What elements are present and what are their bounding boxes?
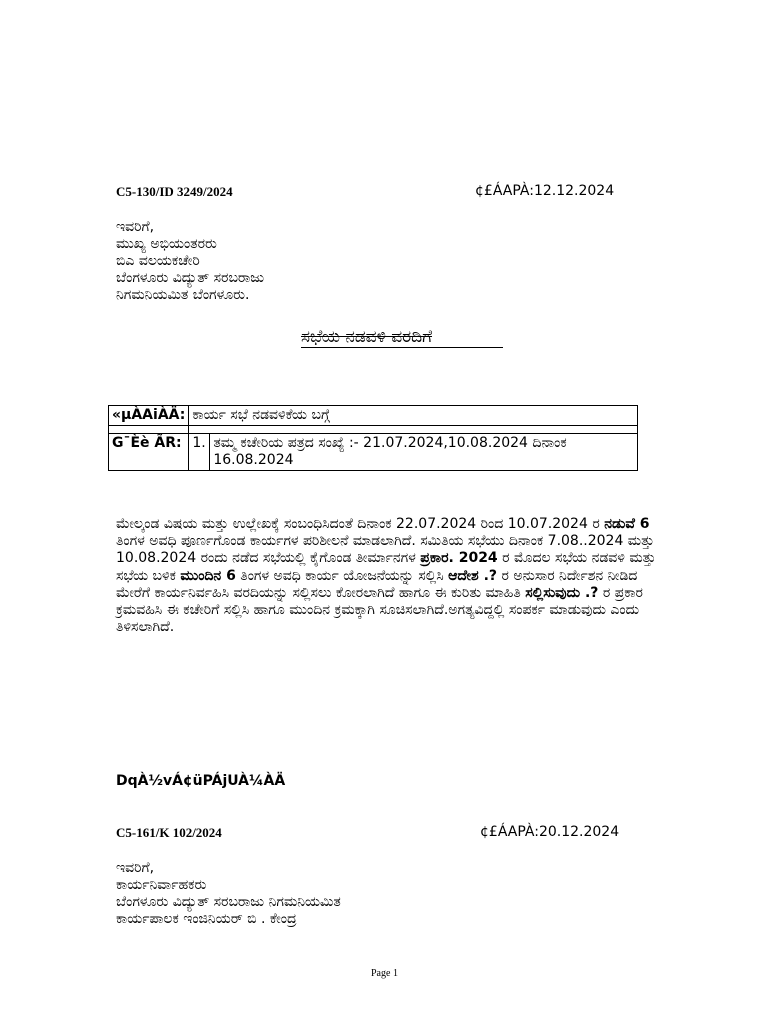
table-row bbox=[109, 434, 638, 471]
reference-value: ತಮ್ಮ ಕಚೇರಿಯ ಪತ್ರದ ಸಂಖ್ಯೆ :- 21.07.2024,10.08.2024 ದಿನಾಂಕ 16.08.2024 bbox=[210, 434, 638, 471]
body-text: ಮೇಲ್ಕಂಡ ವಿಷಯ ಮತ್ತು ಉಲ್ಲೇಖಕ್ಕೆ ಸಂಬಂಧಿಸಿದಂತೆ ದಿನಾಂಕ 22.07.2024 ರಿಂದ 10.07.2024 ರ bbox=[116, 516, 605, 532]
letter2-address-line-3: ಬೆಂಗಳೂರು ವಿದ್ಯುತ್ ಸರಬರಾಜು ನಿಗಮನಿಯಮಿತ bbox=[116, 894, 341, 910]
letter2-address-line-1: ಇವರಿಗೆ, bbox=[116, 860, 155, 876]
letter2-address-line-2: ಕಾರ್ಯನಿರ್ವಾಹಕರು bbox=[116, 877, 207, 893]
body-text: ರ ಅನುಸಾರ ನಿರ್ದೇಶನ ನೀಡಿದ ಮೇರೆಗೆ ಕಾರ್ಯನಿರ್ವಹಿಸಿ ವರದಿಯನ್ನು ಸಲ್ಲಿಸಲು ಕೋರಲಾಗಿದೆ ಹಾಗೂ ಈ ಕುರಿತು ಮಾಹಿತಿ bbox=[116, 567, 638, 601]
body-text-bold: ಸಲ್ಲಿಸುವುದು .? bbox=[525, 584, 599, 601]
body-text: ತಿಂಗಳ ಅವಧಿ ಪೂರ್ಣಗೊಂಡ ಕಾರ್ಯಗಳ ಪರಿಶೀಲನೆ ಮಾಡಲಾಗಿದೆ. bbox=[116, 533, 421, 550]
letter2-reference: C5-161/K 102/2024 bbox=[116, 825, 222, 840]
table-row bbox=[109, 406, 638, 426]
letter1-address-line-2: ಮುಖ್ಯ ಅಭಿಯಂತರರು bbox=[116, 236, 217, 252]
body-text-bold: ಪ್ರಕಾರ. 2024 bbox=[420, 550, 498, 567]
reference-number: 1. bbox=[189, 434, 210, 471]
letter1-reference: C5-130/ID 3249/2024 bbox=[116, 184, 233, 199]
page-number: Page 1 bbox=[371, 968, 398, 979]
document-title: ಸಭೆಯ ನಡವಳಿ ವರದಿಗೆ bbox=[301, 327, 433, 347]
body-text: ರ ಮೊದಲ ಸಭೆಯ ನಡವಳಿ ಮತ್ತು ಸಭೆಯ ಬಳಿಕ bbox=[116, 550, 656, 584]
body-text-bold: ಮುಂದಿನ 6 bbox=[180, 567, 236, 584]
letter1-date: ¢£ÁAPÀ:12.12.2024 bbox=[475, 183, 615, 199]
reference-label: G¯Èè ÃR: bbox=[109, 434, 189, 471]
spacer-cell bbox=[109, 426, 189, 434]
body-text-bold: ಆದೇಶ .? bbox=[448, 567, 498, 584]
letter1-body-paragraph bbox=[116, 516, 656, 636]
table-row bbox=[109, 426, 638, 434]
letter1-address-line-1: ಇವರಿಗೆ, bbox=[116, 219, 155, 235]
section-heading: DqÀ½vÁ¢üPÁjUÀ¼ÀÄ bbox=[116, 773, 286, 789]
letter1-address-line-3: ಬಿಎ ವಲಯಕಚೇರಿ bbox=[116, 253, 200, 269]
body-text-bold: ನಡುವೆ 6 bbox=[604, 516, 650, 532]
title-underline bbox=[301, 347, 503, 348]
body-text: ಸಮಿತಿಯ ಸಭೆಯು ದಿನಾಂಕ 7.08..2024 ಮತ್ತು 10.08.2024 ರಂದು ನಡೆದ ಸಭೆಯಲ್ಲಿ ಕೈಗೊಂಡ ತೀರ್ಮಾನಗಳ bbox=[116, 533, 655, 567]
subject-label: «µÀAiÀÄ: bbox=[109, 406, 189, 426]
letter1-address-line-5: ನಿಗಮನಿಯಮಿತ ಬೆಂಗಳೂರು. bbox=[116, 287, 250, 303]
spacer-cell bbox=[189, 426, 638, 434]
letter1-address-line-4: ಬೆಂಗಳೂರು ವಿದ್ಯುತ್ ಸರಬರಾಜು bbox=[116, 270, 265, 286]
subject-reference-table bbox=[108, 405, 638, 471]
body-text: ರ ಪ್ರಕಾರ ಕ್ರಮವಹಿಸಿ ಈ ಕಚೇರಿಗೆ ಸಲ್ಲಿಸಿ ಹಾಗೂ ಮುಂದಿನ ಕ್ರಮಕ್ಕಾಗಿ ಸೂಚಿಸಲಾಗಿದೆ.ಅಗತ್ಯವಿದ್ದಲ್ಲಿ ಸಂಪರ್ಕ ಮಾಡುವುದು ಎಂದು ತಿಳಿಸಲಾಗಿದೆ. bbox=[116, 584, 643, 636]
body-text: ತಿಂಗಳ ಅವಧಿ ಕಾರ್ಯ ಯೋಜನೆಯನ್ನು ಸಲ್ಲಿಸಿ bbox=[235, 567, 449, 584]
subject-value: ಕಾರ್ಯ ಸಭೆ ನಡವಳಿಕೆಯ ಬಗ್ಗೆ bbox=[189, 406, 638, 426]
letter2-address-line-4: ಕಾರ್ಯಪಾಲಕ ಇಂಜಿನಿಯರ್ ಬಿ . ಕೇಂದ್ರ bbox=[116, 911, 297, 927]
letter2-date: ¢£ÁAPÀ:20.12.2024 bbox=[480, 824, 620, 840]
